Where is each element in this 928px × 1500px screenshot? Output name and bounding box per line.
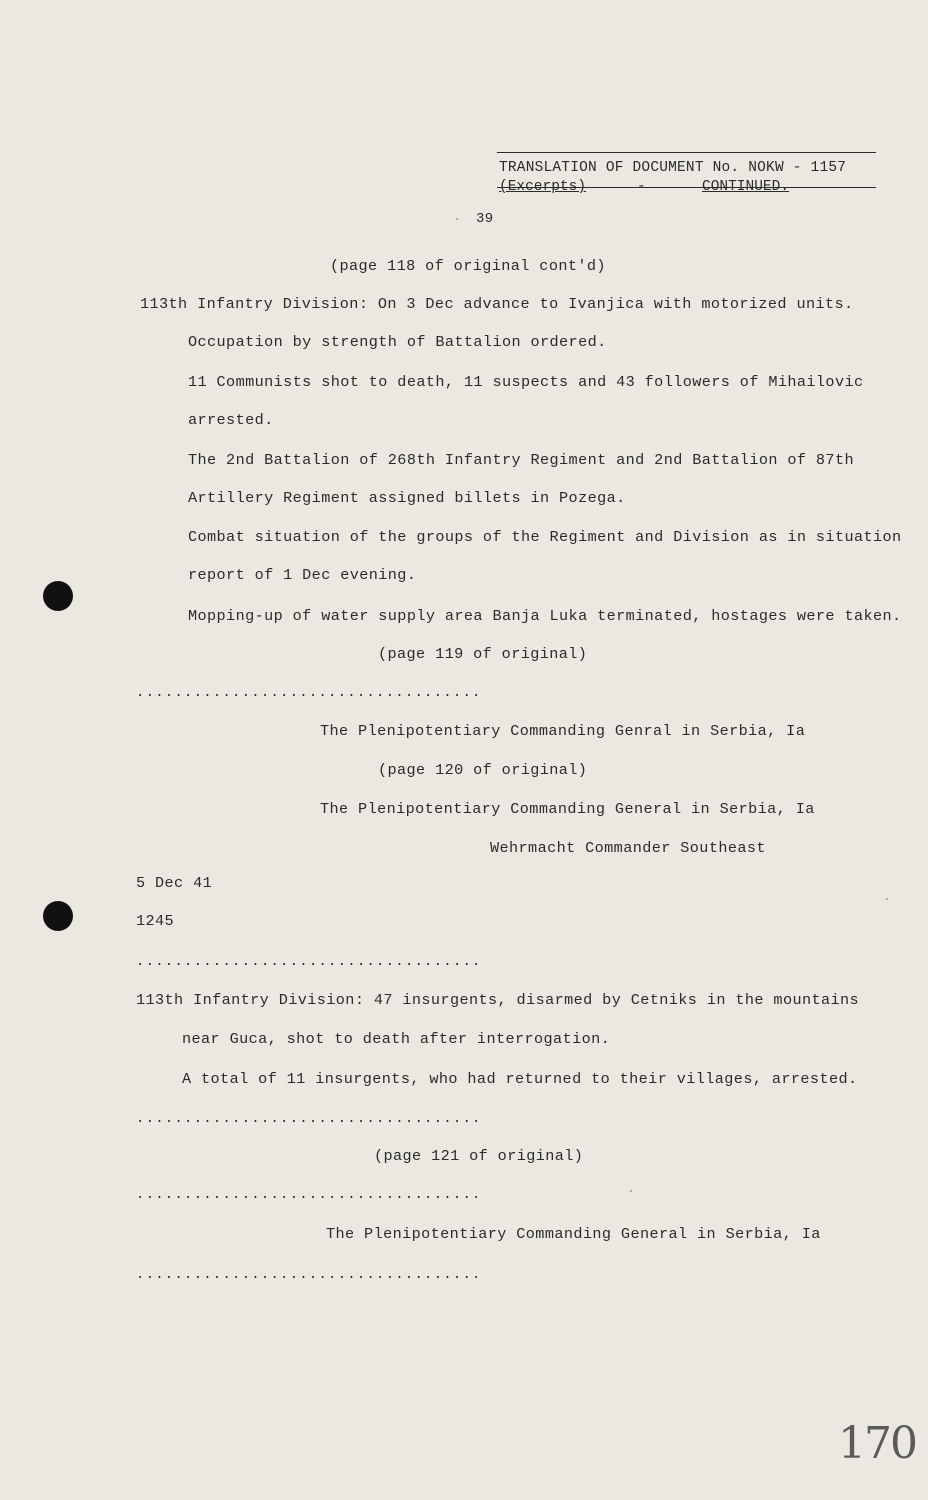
dotted-separator: .................................... (136, 1187, 482, 1203)
text-line: Wehrmacht Commander Southeast (490, 839, 766, 857)
handwritten-page-number: 170 (838, 1418, 916, 1469)
text-line: A total of 11 insurgents, who had returned to their villages, arrested. (182, 1070, 858, 1088)
text-line: near Guca, shot to death after interrogation. (182, 1030, 611, 1048)
text-line: Artillery Regiment assigned billets in Pozega. (188, 489, 626, 507)
header-continued: CONTINUED. (702, 179, 790, 195)
punch-hole (43, 901, 73, 931)
text-line: 113th Infantry Division: On 3 Dec advance to Ivanjica with motorized units. (140, 295, 854, 313)
page-ref-120: (page 120 of original) (378, 761, 588, 779)
dotted-separator: .................................... (136, 685, 482, 701)
text-line: Combat situation of the groups of the Regiment and Division as in situation (188, 528, 902, 546)
text-line: arrested. (188, 411, 274, 429)
text-line: The Plenipotentiary Commanding Genral in Serbia, Ia (320, 722, 806, 740)
text-line: 11 Communists shot to death, 11 suspects and 43 followers of Mihailovic (188, 373, 864, 391)
page-number: 39 (476, 211, 494, 227)
page-ref-119: (page 119 of original) (378, 645, 588, 663)
time-line: 1245 (136, 912, 175, 930)
text-line: The Plenipotentiary Commanding General in Serbia, Ia (320, 800, 815, 818)
paper-speck (886, 898, 888, 900)
date-line: 5 Dec 41 (136, 874, 213, 892)
dotted-separator: .................................... (136, 954, 482, 970)
text-line: The Plenipotentiary Commanding General in Serbia, Ia (326, 1225, 821, 1243)
page-ref-118: (page 118 of original cont'd) (330, 257, 606, 275)
paper-speck (630, 1190, 632, 1192)
page-ref-121: (page 121 of original) (374, 1147, 584, 1165)
translation-header (497, 152, 876, 195)
punch-hole (43, 581, 73, 611)
text-line: Mopping-up of water supply area Banja Luka terminated, hostages were taken. (188, 607, 902, 625)
dotted-separator: .................................... (136, 1111, 482, 1127)
paper-speck (456, 218, 458, 220)
text-line: The 2nd Battalion of 268th Infantry Regiment and 2nd Battalion of 87th (188, 451, 854, 469)
text-line: Occupation by strength of Battalion ordered. (188, 333, 607, 351)
text-line: report of 1 Dec evening. (188, 566, 417, 584)
dotted-separator: .................................... (136, 1267, 482, 1283)
header-excerpts: (Excerpts) (499, 179, 587, 195)
header-dash: - (637, 179, 646, 195)
header-title: TRANSLATION OF DOCUMENT No. NOKW - 1157 (499, 160, 847, 176)
text-line: 113th Infantry Division: 47 insurgents, disarmed by Cetniks in the mountains (136, 991, 860, 1009)
